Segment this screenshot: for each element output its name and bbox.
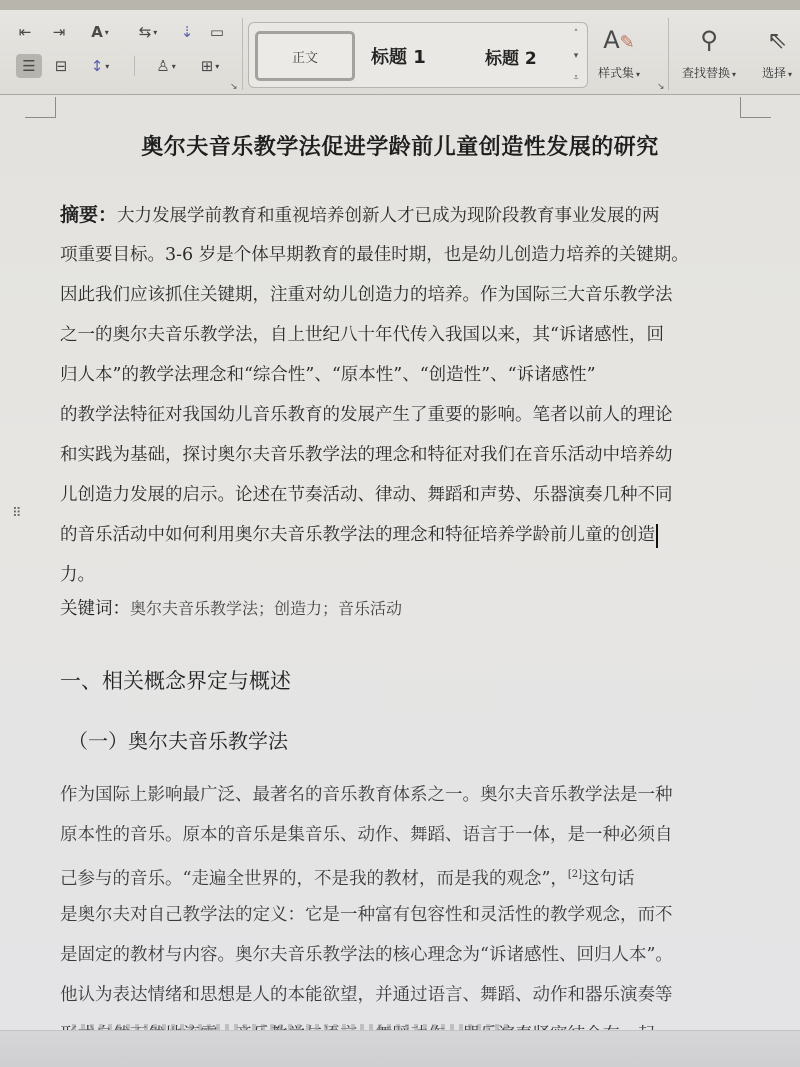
toolbar-separator <box>134 56 135 76</box>
style-heading-1[interactable]: 标题 1 <box>371 47 426 68</box>
align-justify-icon[interactable]: ☰ <box>16 54 42 78</box>
keywords-value: 奥尔夫音乐教学法；创造力；音乐活动 <box>130 599 403 618</box>
line-spacing-button[interactable]: ↕ ▾ <box>90 57 110 75</box>
document-title: 奥尔夫音乐教学法促进学龄前儿童创造性发展的研究 <box>141 135 659 160</box>
ribbon-toolbar <box>0 10 800 95</box>
borders-button[interactable]: ⊞ ▾ <box>200 57 220 75</box>
abstract-label: 摘要： <box>60 204 118 226</box>
screen-bezel-bottom <box>0 1030 800 1067</box>
font-size-adjust-button[interactable]: A ▾ <box>91 23 109 41</box>
style-set-button[interactable]: A✎ 样式集 ▾ <box>598 26 641 80</box>
line-spacing-icon: ↕ <box>90 57 104 75</box>
increase-indent-icon[interactable]: ⇥ <box>52 23 66 41</box>
gallery-down-icon[interactable]: ▾ <box>573 51 579 61</box>
styles-dialog-launcher-icon[interactable]: ↘ <box>657 82 665 92</box>
cursor-arrow-icon: ⇖ <box>766 26 788 54</box>
ribbon-separator <box>668 18 669 90</box>
gallery-expand-icon[interactable]: ⩡ <box>573 73 579 83</box>
gallery-scroll <box>569 29 583 83</box>
shading-icon: ♙ <box>156 57 170 75</box>
style-set-icon: A✎ <box>603 26 635 54</box>
body-paragraph: 作为国际上影响最广泛、最著名的音乐教育体系之一。奥尔夫音乐教学法是一种 原本性的音乐。原本的音乐是集音乐、动作、舞蹈、语言于一体，是一种必须自 己参与的音乐。“走遍全世界的，不是我的教材，而是我的观念”，[2]这句话 是奥尔夫对自己教学法的定义：它是一种富有包容性和灵活性的教学观念，而不 是固定的教材与内容。奥尔夫音乐教学法的核心理念为“诉诸感性、回归人本”。 他认为表达情绪和思想是人的本能欲望，并通过语言、舞蹈、动作和器乐演奏等 <box>60 785 673 1005</box>
shading-button[interactable]: ♙ ▾ <box>156 57 176 75</box>
text-direction-button[interactable]: ⇆ ▾ <box>138 23 158 41</box>
font-size-adjust-icon: A <box>91 23 103 41</box>
search-icon: ⚲ <box>700 26 718 54</box>
page-corner-mark <box>740 97 771 118</box>
decrease-indent-icon[interactable]: ⇤ <box>18 23 32 41</box>
select-button[interactable]: ⇖ 选择 ▾ <box>762 26 793 80</box>
citation-reference[interactable]: [2] <box>567 869 583 880</box>
borders-icon: ⊞ <box>200 57 214 75</box>
keywords-label: 关键词： <box>60 599 130 619</box>
ribbon-separator <box>242 18 243 90</box>
style-gallery <box>248 22 588 88</box>
page-corner-mark <box>25 97 56 118</box>
distributed-align-icon[interactable]: ⊟ <box>54 57 68 75</box>
paragraph-drag-handle-icon[interactable]: ⠿ <box>12 506 21 521</box>
sort-icon[interactable]: ⇣ <box>180 23 194 41</box>
text-cursor <box>656 524 658 548</box>
document-page[interactable] <box>0 95 800 1030</box>
text-direction-icon: ⇆ <box>138 23 152 41</box>
gallery-up-icon[interactable]: ˄ <box>573 29 579 39</box>
ruler-icon[interactable]: ▭ <box>209 23 225 41</box>
keywords-line <box>60 595 402 620</box>
style-normal[interactable]: 正文 <box>255 31 355 81</box>
abstract-paragraph: 摘要：大力发展学前教育和重视培养创新人才已成为现阶段教育事业发展的两 项重要目标。3-6 岁是个体早期教育的最佳时期，也是幼儿创造力培养的关键期。 因此我们应该抓住关键期，注重对幼儿创造力的培养。作为国际三大音乐教学法 之一的奥尔夫音乐教学法，自上世纪八十年代传入我国以来，其“诉诸感性，回 归人本”的教学法理念和“综合性”、“原本性”、“创造性”、“诉诸感性” 的教学法特征对我国幼儿音乐教育的发展产生了重要的影响。笔者以前人的理论 和实践为基础，探讨奥尔夫音乐教学法的理念和特征对我们在音乐活动中培养幼 儿创造力发展的启示。论述在节奏活动、律动、舞蹈和声势、乐器演奏几种不同 的音乐活动中如何利用奥尔夫音乐教学法的理念和特征培养学龄前儿童的创造 力。 <box>60 204 689 585</box>
subsection-heading: （一）奥尔夫音乐教学法 <box>68 729 288 753</box>
style-heading-2[interactable]: 标题 2 <box>485 49 537 69</box>
paragraph-dialog-launcher-icon[interactable]: ↘ <box>230 82 238 92</box>
section-heading: 一、相关概念界定与概述 <box>60 669 291 693</box>
find-replace-button[interactable]: ⚲ 查找替换 ▾ <box>682 26 737 80</box>
screen-bezel-top <box>0 0 800 10</box>
